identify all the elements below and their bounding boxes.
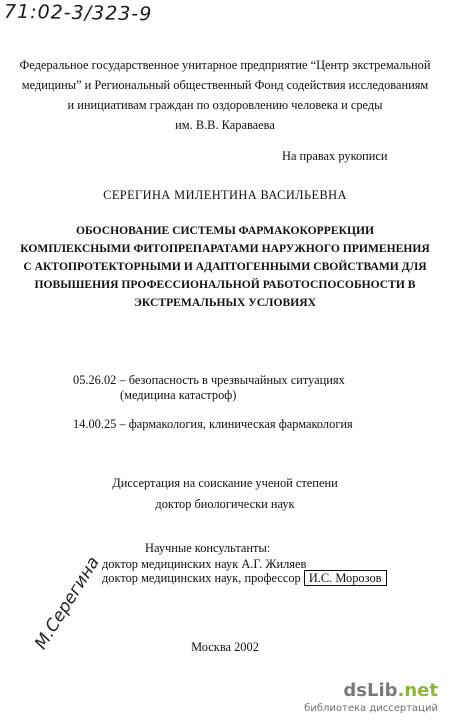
specialty-1: 05.26.02 – безопасность в чрезвычайных ситуациях bbox=[73, 373, 345, 387]
consultant-2 bbox=[102, 570, 387, 587]
organization-line: медицины” и Региональный общественный Фонд содействия исследованиям bbox=[21, 78, 429, 92]
city-year: Москва 2002 bbox=[191, 640, 259, 654]
archive-number: 71:02-3/323-9 bbox=[3, 0, 153, 26]
organization-line: и инициативам граждан по оздоровлению человека и среды bbox=[67, 98, 383, 112]
dissertation-title bbox=[0, 222, 450, 312]
consultant-2-title: доктор медицинских наук, профессор bbox=[102, 571, 301, 585]
watermark-logo-tld: .net bbox=[397, 680, 438, 701]
title-line: ПОВЫШЕНИЯ ПРОФЕССИОНАЛЬНОЙ РАБОТОСПОСОБНОСТИ В bbox=[34, 278, 416, 291]
title-line: КОМПЛЕКСНЫМИ ФИТОПРЕПАРАТАМИ НАРУЖНОГО ПРИМЕНЕНИЯ bbox=[20, 242, 430, 255]
watermark-logo bbox=[343, 680, 438, 701]
consultants-heading: Научные консультанты: bbox=[145, 541, 271, 555]
degree-line: Диссертация на соискание ученой степени bbox=[112, 476, 338, 490]
author-name: СЕРЕГИНА МИЛЕНТИНА ВАСИЛЬЕВНА bbox=[103, 188, 347, 202]
organization-line: им. В.В. Караваева bbox=[175, 118, 275, 132]
signature-text: М.Серегина bbox=[31, 553, 104, 654]
consultant-2-name: И.С. Морозов bbox=[304, 570, 387, 586]
specialty-1-note: (медицина катастроф) bbox=[120, 388, 237, 402]
specialty-2: 14.00.25 – фармакология, клиническая фармакология bbox=[73, 417, 353, 431]
watermark-logo-main: dsLib bbox=[343, 680, 398, 701]
consultant-1: доктор медицинских наук А.Г. Жиляев bbox=[102, 557, 307, 571]
organization-line: Федеральное государственное унитарное предприятие “Центр экстремальной bbox=[19, 58, 431, 72]
organization-block bbox=[0, 55, 450, 135]
watermark-subtitle: библиотека диссертаций bbox=[304, 703, 438, 714]
title-line: ЭКСТРЕМАЛЬНЫХ УСЛОВИЯХ bbox=[134, 296, 316, 309]
handwritten-signature bbox=[12, 545, 122, 655]
degree-line: доктор биологически наук bbox=[155, 497, 295, 511]
rights-note: На правах рукописи bbox=[282, 149, 388, 163]
title-line: ОБОСНОВАНИЕ СИСТЕМЫ ФАРМАКОКОРРЕКЦИИ bbox=[75, 224, 375, 237]
dissertation-degree bbox=[0, 473, 450, 515]
title-line: С АКТОПРОТЕКТОРНЫМИ И АДАПТОГЕННЫМИ СВОЙСТВАМИ ДЛЯ bbox=[23, 260, 427, 273]
